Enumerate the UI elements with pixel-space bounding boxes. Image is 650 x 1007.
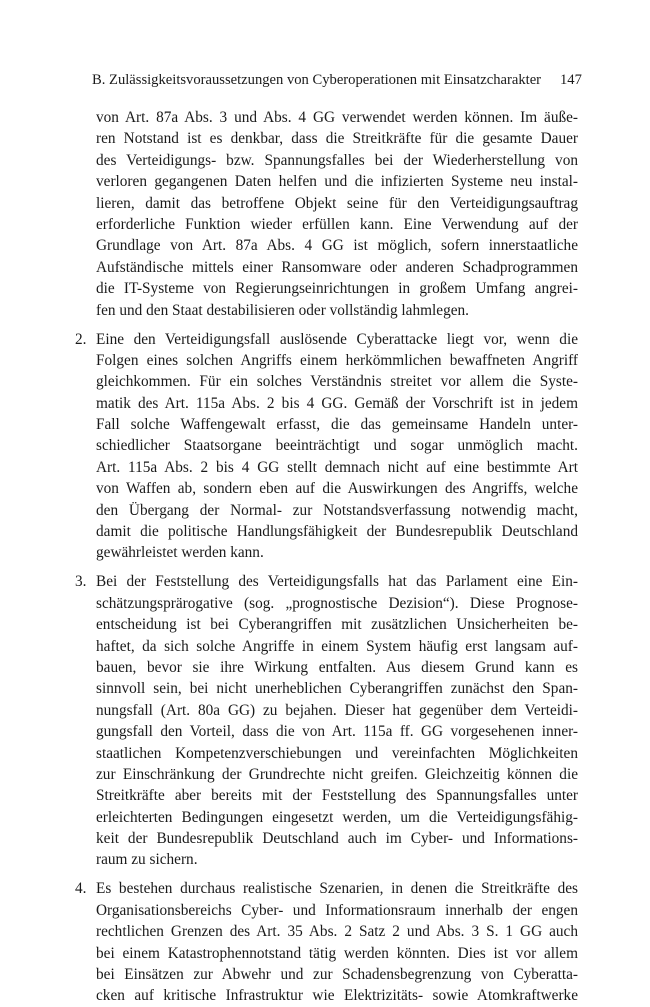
running-header xyxy=(0,68,650,92)
text-line: gungsfall den Vorteil, dass die von Art. 115a ff. GG vorgesehenen inner- xyxy=(96,723,578,741)
text-line: entscheidung ist bei Cyberangriffen mit zusätzlichen Unsicherheiten be- xyxy=(96,616,578,634)
text-line: erleichterten Bedingungen eingesetzt werden, um die Verteidigungsfähig- xyxy=(96,808,578,826)
text-line: lieren, damit das betroffene Objekt seine für den Verteidigungsauftrag xyxy=(96,194,578,212)
text-line: bauen, bevor sie ihre Wirkung entfalten. Aus diesem Grund kann es xyxy=(96,658,578,676)
text-line: matik des Art. 115a Abs. 2 bis 4 GG. Gemäß der Vorschrift ist in jedem xyxy=(96,394,578,412)
continuation-paragraph xyxy=(96,107,578,321)
list-item-text xyxy=(96,878,578,1006)
page-number: 147 xyxy=(560,72,582,88)
text-line: schiedlicher Staatsorgane beeinträchtigt und sogar unmöglich macht. xyxy=(96,437,578,455)
text-line: gewährleistet werden kann. xyxy=(96,544,264,562)
text-line: verloren gegangenen Daten helfen und die infizierten Systeme neu instal- xyxy=(96,173,578,191)
list-item xyxy=(75,878,578,1006)
text-line: ren Notstand ist es denkbar, dass die Streitkräfte für die gesamte Dauer xyxy=(96,130,578,148)
text-line: Streitkräfte aber bereits mit der Feststellung des Spannungsfalles unter xyxy=(96,787,578,805)
list-item xyxy=(75,329,578,564)
text-line: bei Einsätzen zur Abwehr und zur Schadensbegrenzung von Cyberatta- xyxy=(96,966,578,984)
text-line: bei einem Katastrophennotstand tätig werden könnten. Dies ist vor allem xyxy=(96,944,578,962)
text-line: Es bestehen durchaus realistische Szenarien, in denen die Streitkräfte des xyxy=(96,880,578,898)
list-item-number: 2. xyxy=(75,330,87,348)
text-line: erforderliche Funktion wieder erfüllen kann. Eine Verwendung auf der xyxy=(96,215,578,233)
text-line: damit die politische Handlungsfähigkeit der Bundesrepublik Deutschland xyxy=(96,523,578,541)
text-line: Aufständische mittels einer Ransomware oder anderen Schadprogrammen xyxy=(96,258,578,276)
text-line: zur Einschränkung der Grundrechte nicht greifen. Gleichzeitig können die xyxy=(96,765,578,783)
text-line: die IT-Systeme von Regierungseinrichtungen in großem Umfang angrei- xyxy=(96,280,578,298)
text-line: Bei der Feststellung des Verteidigungsfalls hat das Parlament eine Ein- xyxy=(96,573,578,591)
list-item-text xyxy=(96,329,578,564)
text-line: Grundlage von Art. 87a Abs. 4 GG ist möglich, sofern innerstaatliche xyxy=(96,237,578,255)
text-line: fen und den Staat destabilisieren oder vollständig lahmlegen. xyxy=(96,301,469,319)
text-line: rechtlichen Grenzen des Art. 35 Abs. 2 Satz 2 und Abs. 3 S. 1 GG auch xyxy=(96,923,578,941)
list-item-text xyxy=(96,571,578,870)
text-line: des Verteidigungs- bzw. Spannungsfalles bei der Wiederherstellung von xyxy=(96,151,578,169)
list-item-number: 3. xyxy=(75,573,87,591)
text-line: Organisationsbereichs Cyber- und Informationsraum innerhalb der engen xyxy=(96,901,578,919)
text-line: haftet, da sich solche Angriffe in einem System häufig erst langsam auf- xyxy=(96,637,578,655)
text-line: staatlichen Kompetenzverschiebungen und vereinfachten Möglichkeiten xyxy=(96,744,578,762)
page-body xyxy=(75,107,578,1007)
list-item xyxy=(75,571,578,870)
text-line: von Waffen ab, sondern eben auf die Auswirkungen des Angriffs, welche xyxy=(96,480,578,498)
text-line: Eine den Verteidigungsfall auslösende Cyberattacke liegt vor, wenn die xyxy=(96,330,578,348)
text-line: raum zu sichern. xyxy=(96,851,198,869)
text-line: keit der Bundesrepublik Deutschland auch im Cyber- und Informations- xyxy=(96,830,578,848)
text-line: Fall solche Waffengewalt erfasst, die das gemeinsame Handeln unter- xyxy=(96,416,578,434)
text-line: cken auf kritische Infrastruktur wie Elektrizitäts- sowie Atomkraftwerke xyxy=(96,987,578,1005)
text-line: von Art. 87a Abs. 3 und Abs. 4 GG verwendet werden können. Im äuße- xyxy=(96,109,578,126)
list-item-number: 4. xyxy=(75,880,87,898)
text-line: Folgen eines solchen Angriffs einem herkömmlichen bewaffneten Angriff xyxy=(96,351,578,369)
numbered-list xyxy=(75,329,578,1007)
text-line: Art. 115a Abs. 2 bis 4 GG stellt demnach nicht auf eine bestimmte Art xyxy=(96,458,578,476)
text-line: nungsfall (Art. 80a GG) zu bejahen. Dieser hat gegenüber dem Verteidi- xyxy=(96,701,578,719)
text-line: sinnvoll sein, bei nicht unerheblichen Cyberangriffen zunächst den Span- xyxy=(96,680,578,698)
text-line: gleichkommen. Für ein solches Verständnis streitet vor allem die Syste- xyxy=(96,373,578,391)
text-line: den Übergang der Normal- zur Notstandsverfassung notwendig macht, xyxy=(96,501,578,519)
text-line: schätzungsprärogative (sog. „prognostische Dezision“). Diese Prognose- xyxy=(96,594,578,612)
running-header-title: B. Zulässigkeitsvoraussetzungen von Cyberoperationen mit Einsatzcharakter xyxy=(92,72,542,88)
